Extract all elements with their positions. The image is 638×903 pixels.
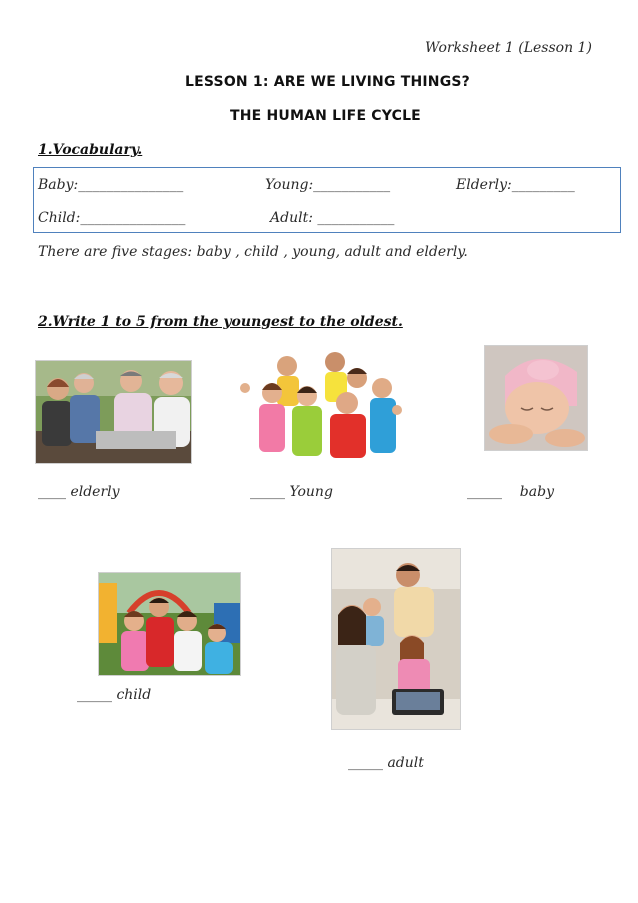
exercise-heading: 2.Write 1 to 5 from the youngest to the oldest.: [38, 314, 403, 330]
child-answer-label[interactable]: _____ child: [77, 687, 152, 703]
baby-answer-label[interactable]: _____ baby: [467, 484, 554, 500]
baby-photo: [484, 345, 588, 451]
elderly-answer-label[interactable]: ____ elderly: [38, 484, 120, 500]
elderly-people-photo: [35, 360, 192, 464]
vocab-child-field[interactable]: Child:_______________: [38, 210, 186, 226]
vocab-young-field[interactable]: Young:___________: [265, 177, 391, 193]
adult-family-photo: [331, 548, 461, 730]
children-photo: [98, 572, 241, 676]
stages-sentence: There are five stages: baby , child , young, adult and elderly.: [38, 244, 468, 260]
adult-answer-label[interactable]: _____ adult: [348, 755, 424, 771]
vocab-elderly-field[interactable]: Elderly:_________: [456, 177, 575, 193]
young-answer-label[interactable]: _____ Young: [250, 484, 333, 500]
young-people-photo: [236, 347, 403, 461]
vocab-adult-field[interactable]: Adult: ___________: [270, 210, 395, 226]
worksheet-label: Worksheet 1 (Lesson 1): [425, 40, 592, 56]
lesson-title: LESSON 1: ARE WE LIVING THINGS?: [185, 74, 471, 90]
lesson-subtitle: THE HUMAN LIFE CYCLE: [230, 108, 421, 124]
vocab-baby-field[interactable]: Baby:_______________: [38, 177, 184, 193]
vocabulary-heading: 1.Vocabulary.: [38, 142, 143, 158]
